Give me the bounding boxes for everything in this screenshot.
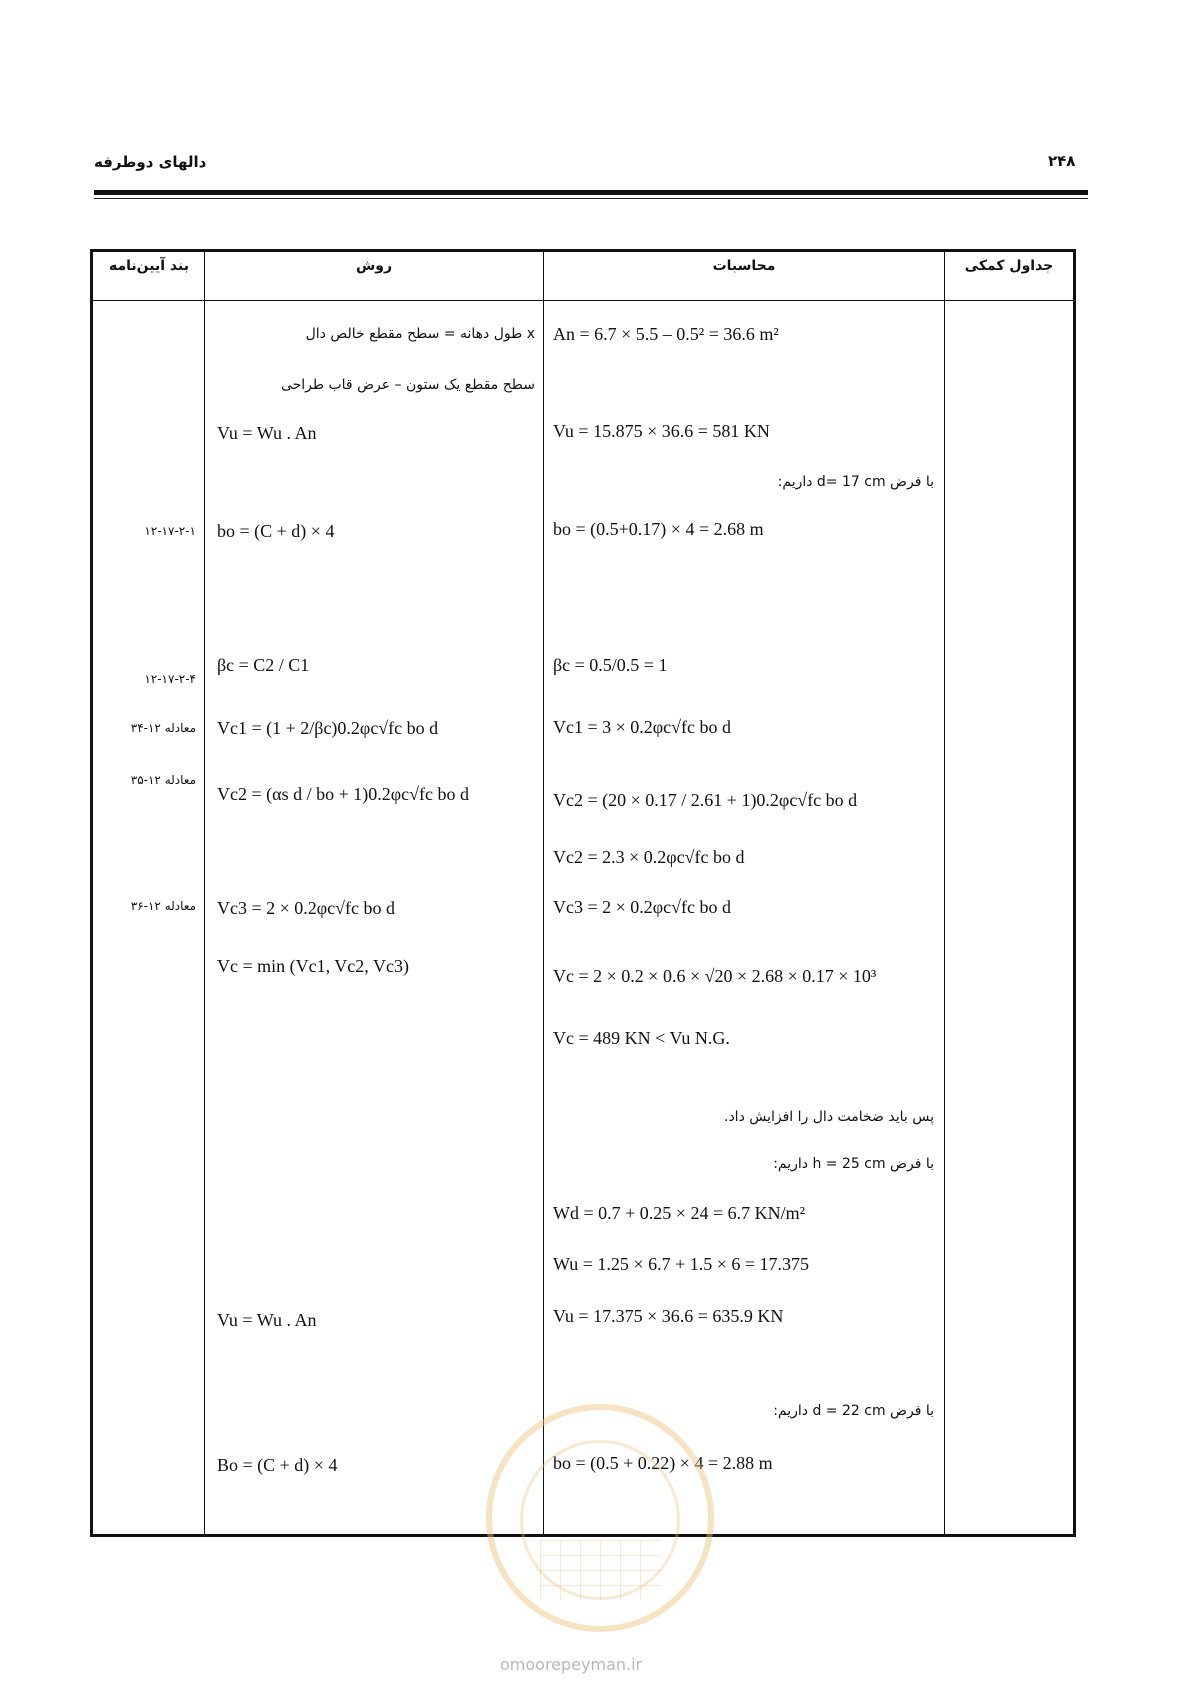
column-divider [204, 249, 205, 1537]
method-vc2-text: Vc2 = (αs d / bo + 1)0.2φc√fc bo d [217, 784, 469, 804]
calc-bo-2: bo = (0.5 + 0.22) × 4 = 2.88 m [553, 1453, 773, 1473]
calc-vc-expr: Vc = 2 × 0.2 × 0.6 × √20 × 2.68 × 0.17 × 10³ [553, 966, 877, 986]
running-title: دالهای دوطرفه [94, 153, 207, 171]
method-bo [217, 521, 334, 542]
method-vu [217, 423, 317, 444]
calc-assume-h: با فرض h = 25 cm داریم: [773, 1156, 934, 1172]
page-number: ۲۴۸ [1048, 152, 1076, 170]
method-beta-text: βc = C2 / C1 [217, 655, 310, 675]
method-an-line2: سطح مقطع یک ستون – عرض قاب طراحی [280, 377, 535, 393]
method-vc1-text: Vc1 = (1 + 2/βc)0.2φc√fc bo d [217, 718, 439, 738]
clause-ref: معادله ۱۲-۳۶ [130, 899, 196, 913]
method-bo-text: bo = (C + d) × 4 [217, 521, 335, 541]
column-divider [944, 249, 945, 1537]
calc-bo: bo = (0.5+0.17) × 4 = 2.68 m [553, 519, 764, 539]
calc-an: An = 6.7 × 5.5 – 0.5² = 36.6 m² [553, 324, 779, 344]
calc-wd: Wd = 0.7 + 0.25 × 24 = 6.7 KN/m² [553, 1203, 805, 1223]
method-vc3-text: Vc3 = 2 × 0.2φc√fc bo d [217, 898, 396, 918]
calc-vc2-expr: Vc2 = (20 × 0.17 / 2.61 + 1)0.2φc√fc bo d [553, 790, 858, 810]
table-header-rule [90, 300, 1076, 301]
watermark-url: omoorepeyman.ir [500, 1655, 643, 1674]
clause-ref: ۱۲-۱۷-۲-۴ [144, 672, 196, 686]
method-vu-2 [217, 1310, 317, 1331]
calc-vc1: Vc1 = 3 × 0.2φc√fc bo d [553, 717, 732, 737]
method-vc1 [217, 718, 438, 739]
header-rule-thin [94, 198, 1088, 199]
calc-wu: Wu = 1.25 × 6.7 + 1.5 × 6 = 17.375 [553, 1254, 810, 1274]
column-header-clause: بند آیین‌نامه [109, 258, 189, 274]
method-vc2 [217, 784, 469, 805]
calc-increase-note: پس باید ضخامت دال را افزایش داد. [724, 1109, 934, 1125]
calc-assume-d1: با فرض d= 17 cm داریم: [777, 474, 934, 490]
publisher-stamp-grid [540, 1540, 660, 1600]
method-vu-text: Vu = Wu . An [217, 423, 317, 443]
method-beta [217, 655, 309, 676]
method-bo-2 [217, 1455, 337, 1476]
clause-ref: ۱۲-۱۷-۲-۱ [144, 524, 196, 538]
method-vc-min-text: Vc = min (Vc1, Vc2, Vc3) [217, 956, 409, 976]
method-bo-2-text: Bo = (C + d) × 4 [217, 1455, 338, 1475]
calc-vc2-simplified: Vc2 = 2.3 × 0.2φc√fc bo d [553, 847, 745, 867]
clause-ref: معادله ۱۲-۳۴ [130, 721, 196, 735]
column-divider [543, 249, 544, 1537]
method-vc-min [217, 956, 409, 977]
calc-vu: Vu = 15.875 × 36.6 = 581 KN [553, 421, 770, 441]
calc-assume-d2: با فرض d = 22 cm داریم: [773, 1403, 934, 1419]
clause-ref: معادله ۱۲-۳۵ [130, 773, 196, 787]
method-an-line1: x طول دهانه = سطح مقطع خالص دال [305, 326, 535, 342]
calc-beta: βc = 0.5/0.5 = 1 [553, 655, 668, 675]
calc-vu-2: Vu = 17.375 × 36.6 = 635.9 KN [553, 1306, 784, 1326]
column-header-aux-tables: جداول کمکی [964, 258, 1054, 274]
column-header-calculations: محاسبات [712, 258, 776, 274]
method-vc3 [217, 898, 395, 919]
header-rule [94, 190, 1088, 195]
calc-vc-result: Vc = 489 KN < Vu N.G. [553, 1028, 730, 1048]
method-vu-2-text: Vu = Wu . An [217, 1310, 317, 1330]
column-header-method: روش [355, 258, 393, 274]
calc-vc3: Vc3 = 2 × 0.2φc√fc bo d [553, 897, 732, 917]
